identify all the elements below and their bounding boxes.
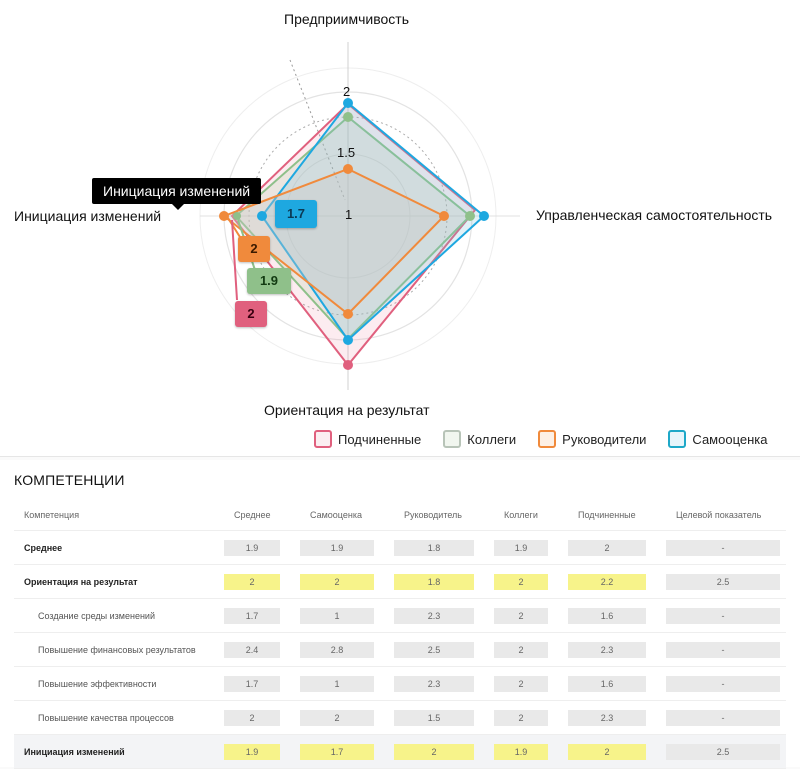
- section-title: КОМПЕТЕНЦИИ: [14, 472, 125, 488]
- value-cell: 1.6: [568, 676, 646, 692]
- value-cell: 2.3: [394, 608, 474, 624]
- table-row-highlighted[interactable]: [14, 735, 786, 769]
- value-cell: 1.9: [494, 540, 548, 556]
- value-cell: -: [666, 608, 780, 624]
- tick-label-2: 2: [343, 84, 351, 99]
- table-row[interactable]: [14, 667, 786, 701]
- value-cell: -: [666, 676, 780, 692]
- value-cell: 2.4: [224, 642, 280, 658]
- col-header: Самооценка: [300, 500, 394, 531]
- table-row[interactable]: [14, 531, 786, 565]
- value-cell: 2: [494, 608, 548, 624]
- legend-label: Подчиненные: [338, 431, 422, 447]
- value-cell: 2: [494, 574, 548, 590]
- value-cell: 1.7: [224, 608, 280, 624]
- value-cell: 1: [300, 608, 374, 624]
- value-cell: 2.5: [666, 574, 780, 590]
- table-header-row: [14, 500, 786, 531]
- table-row[interactable]: [14, 565, 786, 599]
- value-cell: -: [666, 710, 780, 726]
- value-cell: 2.3: [394, 676, 474, 692]
- col-header: Подчиненные: [568, 500, 666, 531]
- competency-name: Ориентация на результат: [14, 565, 224, 599]
- competencies-table: [14, 500, 786, 769]
- value-cell: 1.6: [568, 608, 646, 624]
- value-cell: 2.8: [300, 642, 374, 658]
- value-cell: 1.9: [224, 540, 280, 556]
- col-header: Среднее: [224, 500, 300, 531]
- value-cell: 1.9: [300, 540, 374, 556]
- value-badge-colleagues: 1.9: [247, 268, 291, 294]
- value-cell: 1.9: [494, 744, 548, 760]
- legend-swatch-icon: [668, 430, 686, 448]
- value-cell: 2: [224, 710, 280, 726]
- table-row[interactable]: [14, 701, 786, 735]
- tooltip: Инициация изменений: [92, 178, 261, 204]
- value-cell: -: [666, 540, 780, 556]
- legend-item-managers[interactable]: [538, 430, 646, 448]
- value-cell: 2.3: [568, 642, 646, 658]
- value-cell: 2: [300, 574, 374, 590]
- value-cell: 2: [224, 574, 280, 590]
- tick-label-1: 1: [345, 207, 353, 222]
- value-cell: 2: [494, 642, 548, 658]
- value-cell: 1: [300, 676, 374, 692]
- legend-label: Коллеги: [467, 431, 517, 447]
- chart-legend: [314, 430, 768, 448]
- competency-name: Создание среды изменений: [14, 599, 224, 633]
- legend-swatch-icon: [314, 430, 332, 448]
- legend-label: Руководители: [562, 431, 647, 447]
- competency-name: Повышение качества процессов: [14, 701, 224, 735]
- legend-label: Самооценка: [692, 431, 768, 447]
- value-cell: 1.7: [300, 744, 374, 760]
- table-row[interactable]: [14, 599, 786, 633]
- tick-label-1-5: 1.5: [337, 145, 356, 160]
- legend-item-subordinates[interactable]: [314, 430, 421, 448]
- table-row[interactable]: [14, 633, 786, 667]
- value-cell: 2: [494, 676, 548, 692]
- legend-item-colleagues[interactable]: [443, 430, 516, 448]
- value-cell: 1.8: [394, 574, 474, 590]
- legend-swatch-icon: [538, 430, 556, 448]
- value-badge-self: 1.7: [275, 200, 317, 228]
- value-cell: 2.5: [394, 642, 474, 658]
- competency-name: Среднее: [14, 531, 224, 565]
- legend-swatch-icon: [443, 430, 461, 448]
- value-badge-subordinates: 2: [235, 301, 267, 327]
- value-cell: 2: [568, 540, 646, 556]
- axis-label-bottom: Ориентация на результат: [264, 402, 430, 418]
- axis-label-right: Управленческая самостоятельность: [536, 207, 773, 223]
- col-header: Целевой показатель: [666, 500, 786, 531]
- value-cell: 2.2: [568, 574, 646, 590]
- col-header: Руководитель: [394, 500, 494, 531]
- col-header: Компетенция: [14, 500, 224, 531]
- col-header: Коллеги: [494, 500, 568, 531]
- value-cell: 2: [394, 744, 474, 760]
- value-cell: 2: [568, 744, 646, 760]
- axis-label-top: Предприимчивость: [284, 11, 410, 27]
- value-cell: 1.5: [394, 710, 474, 726]
- competency-name: Повышение финансовых результатов: [14, 633, 224, 667]
- value-cell: 1.8: [394, 540, 474, 556]
- value-cell: 1.9: [224, 744, 280, 760]
- value-cell: 2: [300, 710, 374, 726]
- legend-item-self[interactable]: [668, 430, 767, 448]
- value-cell: 1.7: [224, 676, 280, 692]
- axis-label-left[interactable]: Инициация изменений: [14, 208, 162, 224]
- value-cell: 2: [494, 710, 548, 726]
- competency-name: Повышение эффективности: [14, 667, 224, 701]
- competency-name: Инициация изменений: [14, 735, 224, 769]
- value-cell: -: [666, 642, 780, 658]
- value-cell: 2.5: [666, 744, 780, 760]
- value-badge-managers: 2: [238, 236, 270, 262]
- value-cell: 2.3: [568, 710, 646, 726]
